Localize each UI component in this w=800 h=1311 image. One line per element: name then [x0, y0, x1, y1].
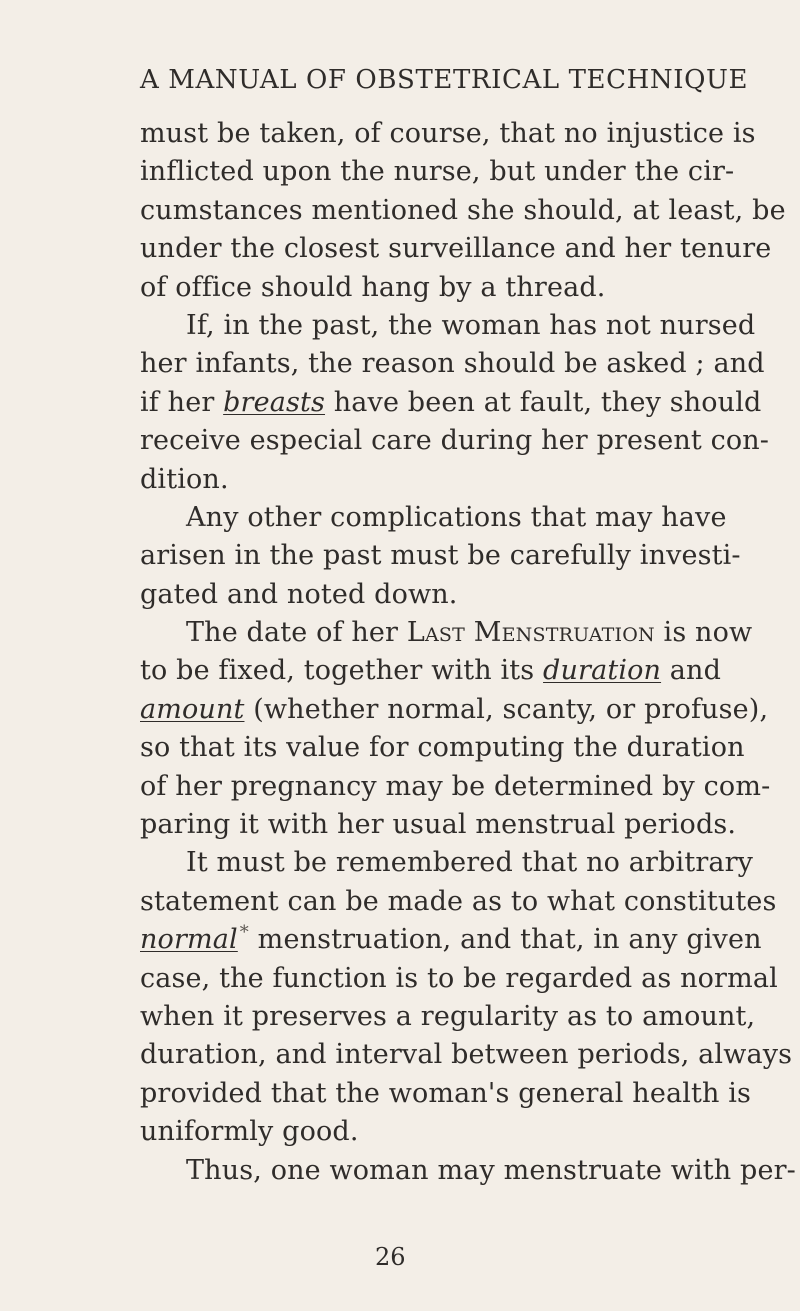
text-line-19: paring it with her usual menstrual periods. — [140, 809, 737, 841]
text-line-8 — [140, 384, 780, 422]
emphasis-breasts: breasts — [223, 386, 326, 418]
text-line-9: receive especial care during her present con- — [140, 425, 770, 457]
text-line-2: inflicted upon the nurse, but under the cir- — [140, 156, 735, 188]
text-line-22-end: menstruation, and that, in any given — [248, 924, 762, 956]
text-line-26: provided that the woman's general health is — [140, 1077, 752, 1109]
small-caps-last-menstruation: Last Menstruation — [406, 617, 655, 649]
text-line-16 — [140, 691, 780, 729]
page-number: 26 — [375, 1243, 406, 1271]
text-line-27: uniformly good. — [140, 1116, 359, 1148]
body-text — [140, 115, 796, 1190]
text-line-24: when it preserves a regularity as to amount, — [140, 1000, 756, 1032]
text-line-13: gated and noted down. — [140, 578, 458, 610]
text-line-14-end: is now — [654, 617, 753, 649]
text-line-7: her infants, the reason should be asked ; and — [140, 348, 765, 380]
text-line-5: of office should hang by a thread. — [140, 271, 606, 303]
text-line-21: statement can be made as to what constitutes — [140, 885, 777, 917]
text-line-12: arisen in the past must be carefully investi- — [140, 540, 741, 572]
text-line-8-start: if her — [140, 386, 224, 418]
running-head: A MANUAL OF OBSTETRICAL TECHNIQUE — [140, 65, 749, 95]
text-line-18: of her pregnancy may be determined by com- — [140, 770, 771, 802]
text-line-14-start: The date of her — [186, 617, 407, 649]
text-line-8-end: have been at fault, they should — [325, 386, 762, 418]
annotation-mark: * — [239, 922, 249, 944]
emphasis-duration: duration — [543, 655, 662, 687]
text-line-1: must be taken, of course, that no injustice is — [140, 118, 756, 149]
text-line-11: Any other complications that may have — [186, 501, 727, 533]
text-line-4: under the closest surveillance and her tenure — [140, 233, 772, 265]
text-line-15-start: to be fixed, together with its — [140, 655, 544, 687]
text-line-16-end: (whether normal, scanty, or profuse), — [244, 693, 769, 725]
text-line-6: If, in the past, the woman has not nursed — [186, 309, 756, 341]
text-line-28: Thus, one woman may menstruate with per- — [186, 1154, 796, 1186]
text-line-25: duration, and interval between periods, always — [140, 1039, 793, 1071]
text-line-3: cumstances mentioned she should, at least, be — [140, 194, 786, 226]
text-line-17: so that its value for computing the duration — [140, 732, 745, 764]
emphasis-amount: amount — [140, 693, 245, 725]
text-line-22 — [140, 921, 780, 959]
text-line-20: It must be remembered that no arbitrary — [186, 847, 754, 879]
text-line-10: dition. — [140, 463, 229, 495]
text-line-15 — [140, 652, 780, 690]
text-line-23: case, the function is to be regarded as normal — [140, 962, 778, 994]
text-line-15-end: and — [661, 655, 722, 687]
text-line-14 — [140, 614, 780, 652]
emphasis-normal: normal — [140, 924, 238, 956]
